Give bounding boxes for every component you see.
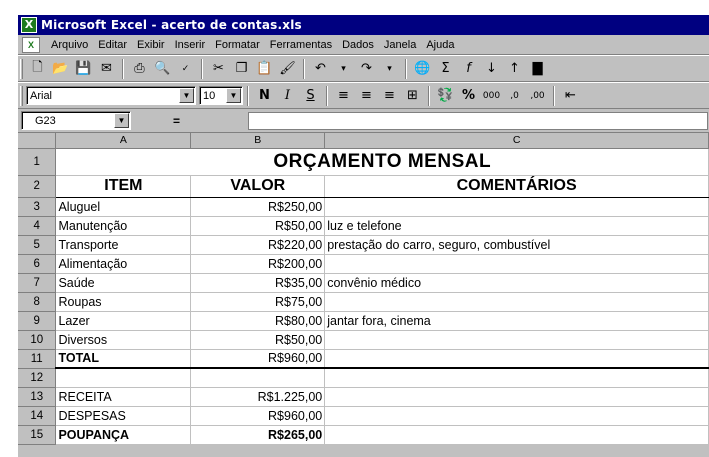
valor-cell[interactable]: R$220,00 xyxy=(191,235,325,254)
formula-equals-button[interactable]: = xyxy=(173,113,181,128)
percent-button[interactable]: % xyxy=(461,88,476,103)
format-painter-icon[interactable]: 🖌 xyxy=(279,61,296,76)
table-row xyxy=(18,148,709,175)
toolbar-separator xyxy=(303,59,305,79)
paste-icon[interactable]: 📋 xyxy=(256,61,273,76)
sheet-title-cell[interactable]: ORÇAMENTO MENSAL xyxy=(56,148,709,175)
table-row xyxy=(18,387,709,406)
redo-icon[interactable]: ↷ xyxy=(361,61,372,76)
poupanca-value-cell[interactable]: R$265,00 xyxy=(191,425,325,444)
undo-dropdown-icon[interactable]: ▾ xyxy=(341,63,346,74)
valor-cell[interactable]: R$200,00 xyxy=(191,254,325,273)
row-header[interactable]: 4 xyxy=(18,216,56,235)
table-row xyxy=(18,235,709,254)
row-header[interactable]: 6 xyxy=(18,254,56,273)
menu-dados[interactable]: Dados xyxy=(342,38,374,51)
menu-editar[interactable]: Editar xyxy=(98,38,128,51)
font-name-value: Arial xyxy=(30,89,53,102)
comentario-cell[interactable] xyxy=(325,406,709,425)
row-header[interactable]: 2 xyxy=(18,175,56,197)
redo-dropdown-icon[interactable]: ▾ xyxy=(387,63,392,74)
sort-ascending-icon[interactable]: ↓ xyxy=(486,61,497,76)
item-cell[interactable]: Roupas xyxy=(56,292,191,311)
formula-input[interactable] xyxy=(248,112,708,130)
row-header[interactable]: 5 xyxy=(18,235,56,254)
row-header[interactable]: 14 xyxy=(18,406,56,425)
email-icon[interactable]: ✉ xyxy=(101,61,112,76)
valor-cell[interactable] xyxy=(191,368,325,387)
comentario-cell[interactable]: prestação do carro, seguro, combustível xyxy=(325,235,709,254)
table-row xyxy=(18,292,709,311)
row-header[interactable]: 12 xyxy=(18,368,56,387)
item-cell[interactable]: Manutenção xyxy=(56,216,191,235)
font-size-value: 10 xyxy=(203,89,216,102)
table-row xyxy=(18,349,709,368)
comentario-cell[interactable] xyxy=(325,368,709,387)
row-header[interactable]: 13 xyxy=(18,387,56,406)
formula-bar xyxy=(18,109,709,133)
print-preview-icon[interactable]: 🔍 xyxy=(154,61,171,76)
comentario-cell[interactable] xyxy=(325,254,709,273)
item-cell[interactable]: Aluguel xyxy=(56,197,191,216)
toolbar-grip[interactable] xyxy=(20,86,23,106)
comentario-cell[interactable] xyxy=(325,330,709,349)
header-valor-cell[interactable]: VALOR xyxy=(191,175,325,197)
toolbar-separator xyxy=(405,59,407,79)
toolbar-separator xyxy=(122,59,124,79)
font-size-select[interactable] xyxy=(199,86,243,105)
table-row xyxy=(18,330,709,349)
comentario-cell[interactable] xyxy=(325,425,709,444)
table-row xyxy=(18,254,709,273)
document-icon[interactable]: X xyxy=(22,37,40,53)
excel-app-icon[interactable]: X xyxy=(21,17,37,33)
hyperlink-icon[interactable]: 🌐 xyxy=(414,61,431,76)
valor-cell[interactable]: R$50,00 xyxy=(191,216,325,235)
menu-inserir[interactable]: Inserir xyxy=(174,38,206,51)
total-label-cell[interactable]: TOTAL xyxy=(56,349,191,368)
name-box-value: G23 xyxy=(35,114,56,127)
chevron-down-icon[interactable]: ▼ xyxy=(114,113,129,128)
poupanca-label-cell[interactable]: POUPANÇA xyxy=(56,425,191,444)
align-right-icon[interactable]: ≡ xyxy=(384,88,395,103)
header-item-cell[interactable]: ITEM xyxy=(56,175,191,197)
menu-formatar[interactable]: Formatar xyxy=(215,38,260,51)
row-header[interactable]: 9 xyxy=(18,311,56,330)
column-header-a[interactable]: A xyxy=(56,133,191,148)
row-header[interactable]: 11 xyxy=(18,349,56,368)
align-left-icon[interactable]: ≡ xyxy=(338,88,349,103)
toolbar-separator xyxy=(553,86,555,106)
new-file-icon[interactable]: 🗋 xyxy=(32,59,43,75)
comentario-cell[interactable]: convênio médico xyxy=(325,273,709,292)
comentario-cell[interactable]: luz e telefone xyxy=(325,216,709,235)
decrease-decimal-button[interactable]: ,00 xyxy=(530,90,545,101)
comentario-cell[interactable] xyxy=(325,387,709,406)
menu-exibir[interactable]: Exibir xyxy=(137,38,165,51)
despesas-value-cell[interactable]: R$960,00 xyxy=(191,406,325,425)
title-bar[interactable] xyxy=(18,15,709,35)
comentario-cell[interactable]: jantar fora, cinema xyxy=(325,311,709,330)
merge-center-icon[interactable]: ⊞ xyxy=(407,88,418,103)
table-row xyxy=(18,311,709,330)
function-icon[interactable]: f xyxy=(466,61,471,76)
table-row xyxy=(18,197,709,216)
print-icon[interactable]: ⎙ xyxy=(134,61,145,76)
item-cell[interactable]: Diversos xyxy=(56,330,191,349)
table-row xyxy=(18,425,709,444)
table-row xyxy=(18,368,709,387)
menu-ajuda[interactable]: Ajuda xyxy=(426,38,455,51)
spelling-icon[interactable]: ✓ xyxy=(181,63,190,74)
copy-icon[interactable]: ❐ xyxy=(235,61,248,76)
toolbar-separator xyxy=(247,86,249,106)
row-header[interactable]: 3 xyxy=(18,197,56,216)
formatting-toolbar xyxy=(18,82,709,109)
toolbar-separator xyxy=(201,59,203,79)
valor-cell[interactable]: R$250,00 xyxy=(191,197,325,216)
increase-decimal-button[interactable]: ,0 xyxy=(510,90,519,101)
name-box[interactable] xyxy=(21,111,131,130)
spreadsheet-grid xyxy=(18,133,709,445)
italic-button[interactable]: I xyxy=(284,88,291,103)
chevron-down-icon[interactable]: ▼ xyxy=(179,88,194,103)
standard-toolbar xyxy=(18,55,709,82)
receita-label-cell[interactable]: RECEITA xyxy=(56,387,191,406)
column-header-c[interactable]: C xyxy=(325,133,709,148)
item-cell[interactable]: Transporte xyxy=(56,235,191,254)
select-all-corner[interactable] xyxy=(18,133,56,148)
table-row xyxy=(18,273,709,292)
menu-janela[interactable]: Janela xyxy=(383,38,417,51)
column-header-row xyxy=(18,133,709,148)
chevron-down-icon[interactable]: ▼ xyxy=(226,88,241,103)
table-row xyxy=(18,175,709,197)
menu-bar xyxy=(18,35,709,55)
align-center-icon[interactable]: ≡ xyxy=(361,88,372,103)
toolbar-separator xyxy=(428,86,430,106)
menu-ferramentas[interactable]: Ferramentas xyxy=(269,38,333,51)
item-cell[interactable]: Saúde xyxy=(56,273,191,292)
item-cell[interactable] xyxy=(56,368,191,387)
excel-window xyxy=(18,15,709,457)
column-header-b[interactable]: B xyxy=(191,133,325,148)
comentario-cell[interactable] xyxy=(325,292,709,311)
despesas-label-cell[interactable]: DESPESAS xyxy=(56,406,191,425)
underline-button[interactable]: S xyxy=(306,88,315,103)
font-name-select[interactable] xyxy=(26,86,196,105)
valor-cell[interactable]: R$35,00 xyxy=(191,273,325,292)
save-icon[interactable]: 💾 xyxy=(75,61,92,76)
item-cell[interactable]: Lazer xyxy=(56,311,191,330)
toolbar-grip[interactable] xyxy=(20,59,23,79)
open-folder-icon[interactable]: 📂 xyxy=(52,61,69,76)
row-header[interactable]: 7 xyxy=(18,273,56,292)
receita-value-cell[interactable]: R$1.225,00 xyxy=(191,387,325,406)
decrease-indent-icon[interactable]: ⇤ xyxy=(565,88,576,103)
undo-icon[interactable]: ↶ xyxy=(315,61,326,76)
header-comentarios-cell[interactable]: COMENTÁRIOS xyxy=(325,175,709,197)
row-header[interactable]: 8 xyxy=(18,292,56,311)
total-value-cell[interactable]: R$960,00 xyxy=(191,349,325,368)
table-row xyxy=(18,406,709,425)
row-header[interactable]: 15 xyxy=(18,425,56,444)
valor-cell[interactable]: R$50,00 xyxy=(191,330,325,349)
menu-arquivo[interactable]: Arquivo xyxy=(51,38,89,51)
row-header[interactable]: 10 xyxy=(18,330,56,349)
comentario-cell[interactable] xyxy=(325,349,709,368)
toolbar-separator xyxy=(326,86,328,106)
valor-cell[interactable]: R$75,00 xyxy=(191,292,325,311)
thousands-button[interactable]: 000 xyxy=(482,90,501,101)
table-row xyxy=(18,216,709,235)
autosum-icon[interactable]: Σ xyxy=(441,61,450,76)
comentario-cell[interactable] xyxy=(325,197,709,216)
cut-icon[interactable]: ✂ xyxy=(213,61,224,76)
valor-cell[interactable]: R$80,00 xyxy=(191,311,325,330)
window-title: Microsoft Excel - acerto de contas.xls xyxy=(41,18,302,32)
item-cell[interactable]: Alimentação xyxy=(56,254,191,273)
currency-icon[interactable]: 💱 xyxy=(437,88,454,103)
sort-descending-icon[interactable]: ↑ xyxy=(509,61,520,76)
row-header[interactable]: 1 xyxy=(18,148,56,175)
sheet-table xyxy=(18,133,709,445)
chart-wizard-icon[interactable]: ▇ xyxy=(532,61,543,76)
bold-button[interactable]: N xyxy=(259,88,270,103)
